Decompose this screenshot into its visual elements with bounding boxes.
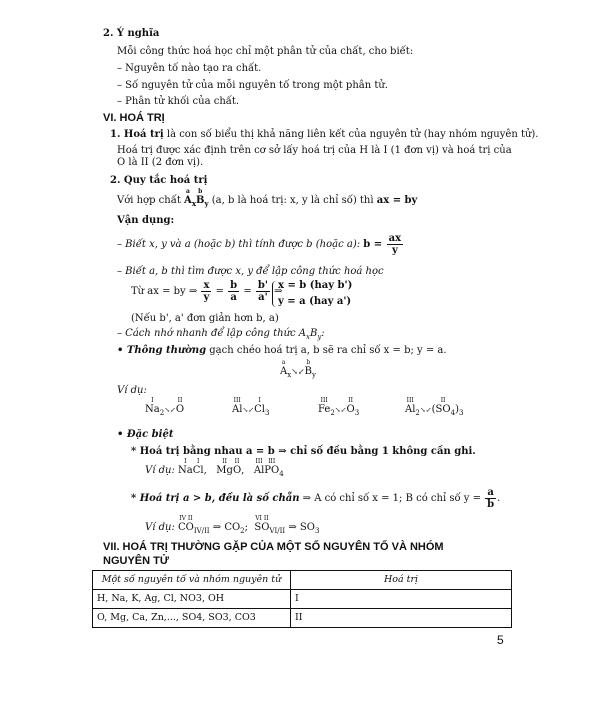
valence-table xyxy=(92,570,512,628)
ratio-derivation: Từ ax = by ⇒ $\frac{x}{y}$ = $\frac{b}{a}$ = $\frac{b'}{a'}$ ⇒ xyxy=(131,280,283,303)
rule-mid-text: (a, b là hoá trị: x, y là chỉ số) thì xyxy=(211,195,374,206)
quick-method: – Cách nhớ nhanh để lập công thức $A_xB_y$: xyxy=(117,328,325,341)
apply-title: Vận dụng: xyxy=(117,215,175,226)
apply-case-1-text: – Biết x, y và a (hoặc b) thì tính được b (hoặc a): xyxy=(117,239,361,250)
table-cell-elements: O, Mg, Ca, Zn,..., SO4, SO3, CO3 xyxy=(93,609,291,628)
valence-definition-text: là con số biểu thị khả năng liên kết của nguyên tử (hay nhóm nguyên tử). xyxy=(163,129,539,140)
usual-label: • Thông thường xyxy=(117,345,207,356)
valence-label: 1. Hoá trị xyxy=(110,129,164,140)
table-header-row xyxy=(93,571,512,590)
apply-case-1 xyxy=(117,233,404,256)
table-cell-valence: I xyxy=(291,590,512,609)
special-label: • Đặc biệt xyxy=(117,429,174,440)
special-case-2-post: ⇒ A có chỉ số x = 1; B có chỉ số y = xyxy=(299,493,481,504)
result-x: x = b (hay b') xyxy=(278,280,353,291)
cross-diagram: a $A_x↘↙$ b $B_y$ xyxy=(280,359,316,379)
section-2-intro: Mỗi công thức hoá học chỉ một phân tử của chất, cho biết: xyxy=(117,46,414,57)
apply-case-2-text: – Biết a, b thì tìm được x, y để lập công thức hoá học xyxy=(117,266,384,277)
example-na2o: I $Na_2↘↙$ II O xyxy=(145,397,185,417)
section-2-title: 2. Ý nghĩa xyxy=(103,28,160,39)
page-number: 5 xyxy=(497,633,504,647)
table-header-elements: Một số nguyên tố và nhóm nguyên tử xyxy=(93,571,291,590)
table-header-valence: Hoá trị xyxy=(291,571,512,590)
result-y: y = a (hay a') xyxy=(278,296,352,307)
simplify-note: (Nếu b', a' đơn giản hơn b, a) xyxy=(131,313,279,324)
valence-definition xyxy=(110,129,538,141)
table-row xyxy=(93,609,512,628)
section-2-item: – Nguyên tố nào tạo ra chất. xyxy=(117,63,262,74)
special-case-2-vd: Ví dụ: xyxy=(145,522,175,533)
example-alcl3: III Al↘↙ I $Cl_3$ xyxy=(232,397,270,417)
table-cell-valence: II xyxy=(291,609,512,628)
section-2-item: – Số nguyên tử của mỗi nguyên tố trong một phân tử. xyxy=(117,80,388,91)
section-2-item: – Phân tử khối của chất. xyxy=(117,96,240,107)
examples-label: Ví dụ: xyxy=(117,385,147,396)
special-case-1-vd: Ví dụ: xyxy=(145,465,175,476)
rule-equation: ax = by xyxy=(376,195,418,206)
table-cell-elements: H, Na, K, Ag, Cl, NO3, OH xyxy=(93,590,291,609)
valence-rule xyxy=(117,188,418,208)
special-case-2-examples: Ví dụ: IV II $CO_{IV/II}$ ⇒ $CO_2$; VI II $SO_{VI/II}$ ⇒ $SO_3$ xyxy=(145,515,320,535)
usual-rule xyxy=(117,345,447,357)
b-equals-ax-over-y: b = $\frac{ax}{y}$ xyxy=(363,233,402,256)
section-7-title-line2: NGUYÊN TỬ xyxy=(103,555,169,567)
table-row xyxy=(93,590,512,609)
valence-basis-line: O là II (2 đơn vị). xyxy=(117,157,204,168)
result-brace xyxy=(272,281,277,307)
valence-basis-line: Hoá trị được xác định trên cơ sở lấy hoá trị của H là I (1 đơn vị) và hoá trị của xyxy=(117,145,512,156)
rule-pre-text: Với hợp chất xyxy=(117,195,181,206)
special-case-2-pre: * Hoá trị a > b, đều là số chẵn xyxy=(131,493,300,504)
valence-rule-title: 2. Quy tắc hoá trị xyxy=(110,175,208,186)
special-case-2: * Hoá trị a > b, đều là số chẵn ⇒ A có chỉ số x = 1; B có chỉ số y = $\frac{a}{b}$ . xyxy=(131,487,501,510)
section-7-title-line1: VII. HOÁ TRỊ THƯỜNG GẶP CỦA MỘT SỐ NGUYÊN TỐ VÀ NHÓM xyxy=(103,541,444,553)
section-6-title: VI. HOÁ TRỊ xyxy=(103,112,165,124)
usual-text: gạch chéo hoá trị a, b sẽ ra chỉ số x = b; y = a. xyxy=(206,345,447,356)
example-al2so43: III $Al_2↘↙$( II $SO_4)_3$ xyxy=(405,397,464,417)
rule-formula: a $A_x$ b $B_y$ xyxy=(184,188,209,208)
from-ax-by: Từ ax = by ⇒ xyxy=(131,286,198,297)
example-fe2o3: III $Fe_2↘↙$ II $O_3$ xyxy=(318,397,360,417)
quick-method-text: – Cách nhớ nhanh để lập công thức A xyxy=(117,328,307,339)
special-case-1: * Hoá trị bằng nhau a = b ⇒ chỉ số đều bằng 1 không cần ghi. xyxy=(131,446,476,457)
special-case-1-examples: Ví dụ: I Na I Cl, II Mg II O, III Al III $PO_4$ xyxy=(145,458,284,478)
